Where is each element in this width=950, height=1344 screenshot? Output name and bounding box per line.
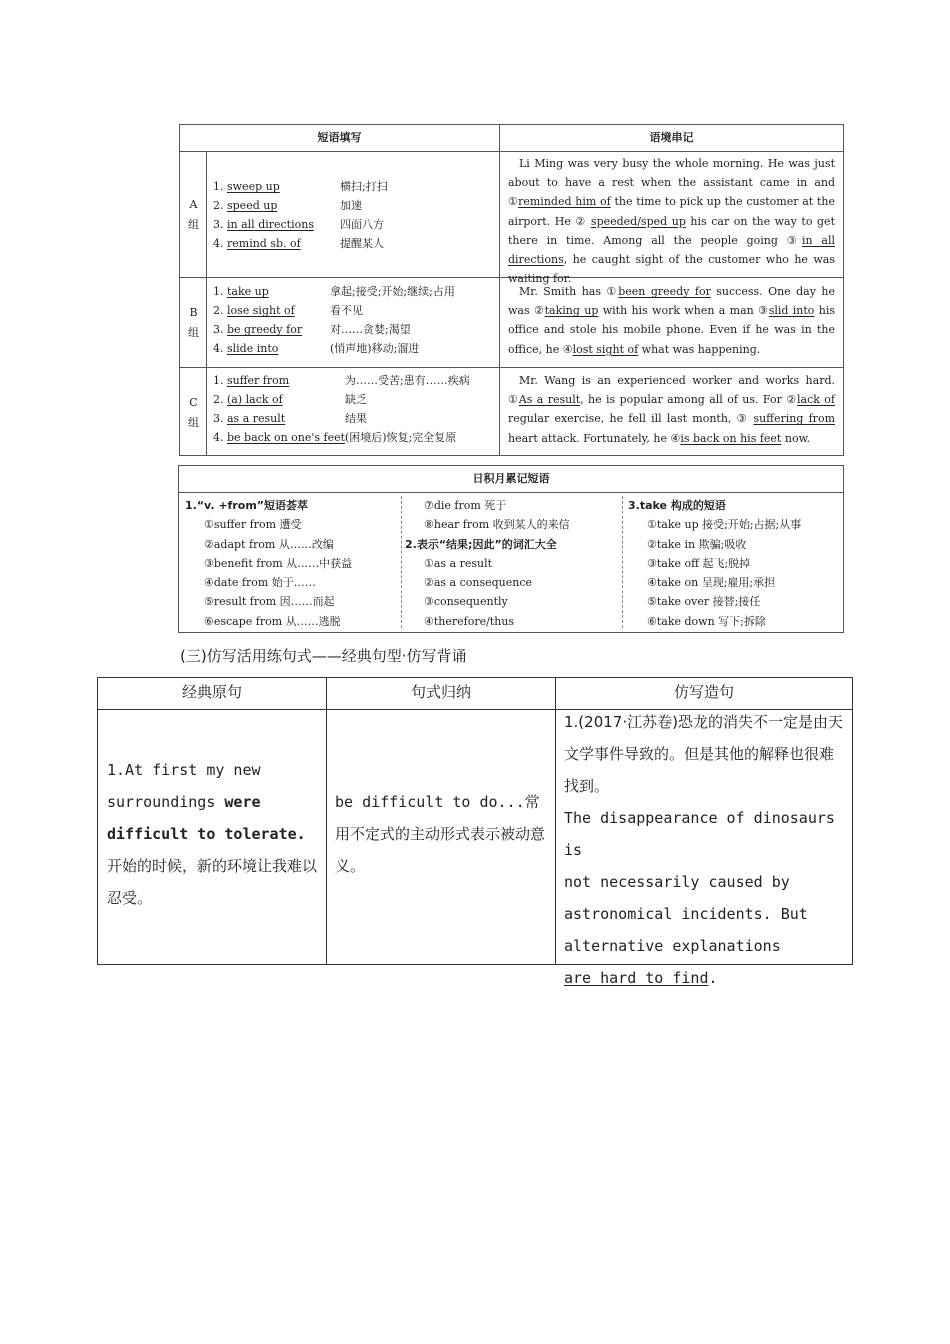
- answer-blank: speeded/sped up: [590, 214, 686, 228]
- phrase-row: 1. take up 拿起;接受;开始;继续;占用: [213, 285, 455, 298]
- context-text: Mr. Wang is an experienced worker and works hard. ①: [508, 374, 835, 407]
- answer-blank: As a result: [518, 393, 581, 407]
- col-take-phrases: [628, 496, 840, 631]
- list-item: ②take in 欺骗;吸收: [647, 537, 747, 551]
- group-b-label: B 组: [188, 306, 199, 339]
- group-c-label: C 组: [188, 396, 199, 429]
- dashed-divider: [401, 496, 402, 628]
- context-text: Li Ming was very busy the whole morning. He was just about to have a rest when the assistant came in and ①: [508, 157, 835, 209]
- col-heading: 2.表示“结果;因此”的词汇大全: [405, 537, 557, 551]
- list-item: ①suffer from 遭受: [204, 518, 302, 532]
- phrase-row: 2. speed up 加速: [213, 199, 362, 212]
- phrase-row: 3. as a result 结果: [213, 412, 367, 425]
- imitation-sentence: 1.(2017·江苏卷)恐龙的消失不一定是由天文学事件导致的。但是其他的解释也很难找到。 The disappearance of dinosaurs is not necessarily caused by astronomical incidents. But alternative explanations are hard to find.: [564, 713, 843, 987]
- col-v-from: [185, 496, 395, 631]
- list-item: ⑥take down 写下;拆除: [647, 614, 766, 628]
- answer-blank: suffering from: [753, 412, 835, 426]
- header-original: 经典原句: [181, 683, 242, 701]
- group-c-phrases: [213, 371, 503, 447]
- answer-blank: slid into: [768, 304, 815, 318]
- list-item: ④therefore/thus: [424, 614, 515, 628]
- answer-blank: in all directions: [508, 233, 835, 267]
- group-a-label: A 组: [188, 198, 199, 231]
- answer-blank: reminded him of: [518, 195, 611, 209]
- phrase-row: 4. slide into (悄声地)移动;溜进: [213, 342, 420, 355]
- context-text: what was happening.: [638, 342, 761, 356]
- dashed-divider: [622, 496, 623, 628]
- context-text: success. One day he was ②: [508, 285, 835, 318]
- phrase-row: 2. lose sight of 看不见: [213, 304, 363, 317]
- list-item: ③take off 起飞;脱掉: [647, 556, 751, 570]
- col-heading: 1.“v. +from”短语荟萃: [185, 499, 309, 512]
- header-pattern: 句式归纳: [410, 683, 471, 701]
- list-item: ③benefit from 从……中获益: [204, 556, 353, 570]
- context-text: regular exercise, he fell ill last month, ③: [508, 412, 754, 426]
- answer-blank: are hard to find: [564, 969, 709, 987]
- phrase-row: 3. be greedy for 对……贪婪;渴望: [213, 323, 411, 336]
- context-text: , he caught sight of the customer who he was waiting for.: [508, 253, 835, 286]
- list-item: ②as a consequence: [424, 576, 533, 590]
- col-heading: 3.take 构成的短语: [628, 499, 726, 512]
- phrase-row: 1. suffer from 为……受苦;患有……疾病: [213, 374, 470, 387]
- phrase-row: 4. be back on one's feet (困境后)恢复;完全复原: [213, 431, 457, 444]
- context-text: heart attack. Fortunately, he ④: [508, 431, 681, 445]
- group-a-phrases: [213, 177, 503, 253]
- header-phrase-fill: 短语填写: [317, 131, 362, 144]
- context-text: his car on the way to get there in time. Among all the people going ③: [508, 214, 835, 247]
- answer-blank: been greedy for: [618, 285, 711, 298]
- phrase-row: 2. (a) lack of 缺乏: [213, 393, 367, 406]
- answer-blank: taking up: [544, 304, 599, 318]
- list-item: ⑧hear from 收到某人的来信: [424, 518, 570, 532]
- group-a-context: [508, 154, 835, 288]
- context-text: his office and stole his mobile phone. Even if he was in the office, he ④: [508, 304, 835, 356]
- col-result-words: [405, 496, 620, 631]
- group-b-phrases: [213, 282, 503, 358]
- box-title: 日积月累记短语: [179, 466, 843, 493]
- list-item: ⑦die from 死于: [424, 499, 507, 512]
- original-sentence: 1.At first my new surroundings were difficult to tolerate. 开始的时候，新的环境让我难以忍受。: [107, 761, 318, 907]
- phrase-row: 4. remind sb. of 提醒某人: [213, 237, 384, 250]
- context-text: Mr. Smith has ①: [519, 285, 619, 298]
- context-text: now.: [781, 431, 811, 445]
- header-context-memory: 语境串记: [649, 131, 694, 144]
- context-text: , he is popular among all of us. For ②: [580, 393, 797, 407]
- list-item: ⑥escape from 从……逃脱: [204, 614, 341, 628]
- list-item: ②adapt from 从……改编: [204, 537, 334, 551]
- group-b-context: [508, 282, 835, 359]
- answer-blank: is back on his feet: [680, 431, 782, 445]
- answer-blank: lack of: [797, 393, 835, 407]
- section-title: (三)仿写活用练句式——经典句型·仿写背诵: [180, 647, 467, 665]
- context-text: with his work when a man ③: [598, 304, 769, 318]
- pattern-summary: be difficult to do...常用不定式的主动形式表示被动意义。: [335, 793, 546, 875]
- list-item: ④date from 始于……: [204, 576, 316, 590]
- accumulated-phrases-box: [178, 465, 844, 633]
- sentence-pattern-table: [97, 677, 853, 987]
- list-item: ⑤result from 因……而起: [204, 595, 335, 609]
- list-item: ⑤take over 接替;接任: [647, 595, 761, 609]
- header-imitation: 仿写造句: [673, 683, 734, 701]
- phrase-row: 3. in all directions 四面八方: [213, 218, 384, 231]
- phrase-row: 1. sweep up 横扫;打扫: [213, 180, 388, 193]
- group-c-context: [508, 371, 835, 448]
- list-item: ①as a result: [424, 556, 493, 570]
- phrase-context-table: [179, 124, 844, 456]
- list-item: ①take up 接受;开始;占据;从事: [647, 518, 802, 532]
- list-item: ③consequently: [424, 595, 508, 609]
- answer-blank: lost sight of: [572, 342, 639, 356]
- list-item: ④take on 呈现;雇用;承担: [647, 576, 776, 590]
- context-text: the time to pick up the customer at the airport. He ②: [508, 195, 835, 228]
